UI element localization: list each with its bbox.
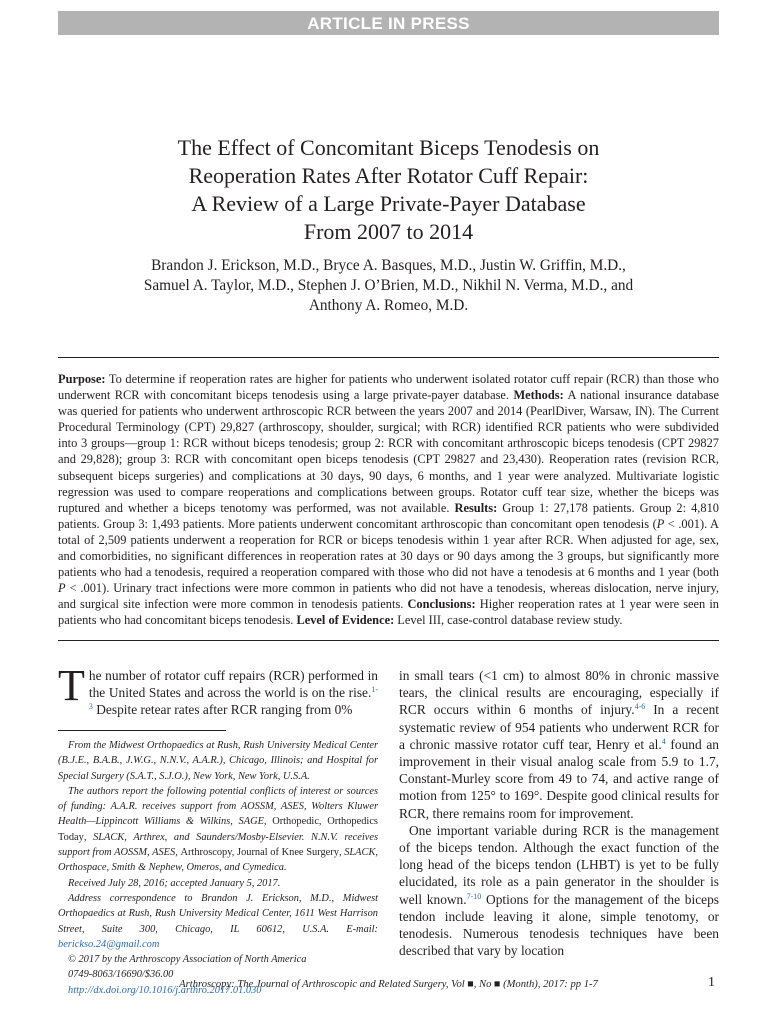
title-line: From 2007 to 2014: [303, 219, 474, 244]
abstract-top-rule: [58, 357, 719, 358]
purpose-label: Purpose:: [58, 372, 106, 386]
page-number: 1: [708, 975, 715, 990]
results-text: < .001). A total of 2,509 patients underwent a reoperation for RCR or biceps tenodesis within 1 year after RCR. When adjusted for age, sex, and comorbidities, no significant differences in reoperation rates at 30 days or 90 days among the 3 groups, but significantly more patients who had a tenodesis, required a reoperation compared with those who did not have a tenodesis at 6 months and 1 year (both: [58, 516, 719, 580]
title-line: A Review of a Large Private-Payer Database: [191, 191, 586, 216]
drop-cap: T: [58, 661, 85, 710]
author-line: Brandon J. Erickson, M.D., Bryce A. Basques, M.D., Justin W. Griffin, M.D.,: [151, 257, 626, 274]
abstract: [58, 371, 719, 629]
title-line: Reoperation Rates After Rotator Cuff Repair:: [188, 163, 589, 188]
author-line: Samuel A. Taylor, M.D., Stephen J. O’Brien, M.D., Nikhil N. Verma, M.D., and: [143, 277, 634, 294]
author-line: Anthony A. Romeo, M.D.: [308, 297, 469, 314]
journal-footer: Arthroscopy: The Journal of Arthroscopic and Related Surgery, Vol ■, No ■ (Month), 2017: pp 1-7: [179, 979, 598, 990]
level-of-evidence-text: Level III, case-control database review study.: [394, 613, 623, 628]
copyright-note: © 2017 by the Arthroscopy Association of North America: [68, 954, 307, 966]
article-title: [0, 134, 777, 246]
level-of-evidence-label: Level of Evidence:: [296, 613, 395, 628]
affiliation-note: From the Midwest Orthopaedics at Rush, Rush University Medical Center (B.J.E., B.A.B., J.W.G., N.N.V., A.A.R.), Chicago, Illinois; and Hospital for Special Surgery (S.A.T., S.J.O.), New York, New York, U.S.A.: [58, 740, 378, 782]
methods-label: Methods:: [513, 388, 564, 403]
purpose-text: To determine if reoperation rates are higher for patients who underwent isolated rotator cuff repair (RCR) than those who underwent RCR with concomitant biceps tenodesis using a large private-payer database.: [58, 372, 719, 403]
conclusions-text: Higher reoperation rates at 1 year were seen in patients who had concomitant biceps tenodesis.: [58, 597, 719, 628]
intro-right-column: [399, 667, 719, 959]
paragraph: in small tears (<1 cm) to almost 80% in chronic massive tears, the clinical results are encouraging, especially if RCR occurs within 6 months of injury.$^{4-6}$ In a recent systematic review of 954 patients who underwent RCR for a chronic massive rotator cuff tear, Henry et al.$^4$ found an improvement in their visual analog scale from 5.9 to 1.7, Constant-Murley score from 49 to 74, and active range of motion from 125° to 169°. Despite good clinical results for RCR, there remains room for improvement.: [399, 668, 719, 821]
body-text: Despite retear rates after RCR ranging from 0%: [92, 702, 353, 718]
paragraph: One important variable during RCR is the management of the biceps tendon. Although the exact function of the long head of the biceps tendon (LHBT) is yet to be fully elucidated, its role as a pain generator in the shoulder is well known.$^{7-10}$ Options for the management of the biceps tendon include leaving it alone, simple tenotomy, or tenodesis. Numerous tenodesis techniques have been described that vary by location: [399, 822, 720, 959]
footnote-rule: [58, 730, 226, 731]
article-in-press-banner: ARTICLE IN PRESS: [58, 11, 719, 35]
results-label: Results:: [454, 500, 498, 515]
citation-ref[interactable]: 4: [661, 736, 666, 746]
received-note: Received July 28, 2016; accepted January 5, 2017.: [68, 877, 281, 889]
footnotes: [58, 738, 378, 998]
p-value-symbol: P: [58, 581, 66, 596]
p-value-symbol: P: [656, 516, 665, 531]
intro-left-column: [58, 661, 378, 719]
email-link[interactable]: bericksо.24@gmail.com: [58, 938, 160, 950]
correspondence-note: Address correspondence to Brandon J. Erickson, M.D., Midwest Orthopaedics at Rush, Rush University Medical Center, 1611 West Harrison Street, Suite 300, Chicago, IL 60612, U.S.A. E-mail: bericksо.24@gmail.com: [58, 892, 378, 950]
doi-link[interactable]: http://dx.doi.org/10.1016/j.arthro.2017.01.030: [68, 984, 262, 996]
citation-ref[interactable]: 7-10: [466, 891, 482, 901]
results-text: Group 1: 27,178 patients. Group 2: 4,810 patients. Group 3: 1,493 patients. More patients underwent concomitant arthroscopic than concomitant open tenodesis (: [58, 500, 719, 531]
citation-ref[interactable]: 4-6: [634, 702, 646, 712]
conflicts-note: The authors report the following potential conflicts of interest or sources of funding: A.A.R. receives support from AOSSM, ASES, Wolters Kluwer Health—Lippincott Williams & Wilkins, SAGE, Orthopedic, Orthopedics Today, SLACK, Arthrex, and Saunders/Mosby-Elsevier. N.N.V. receives support from AOSSM, ASES, Arthroscopy, Journal of Knee Surgery, SLACK, Orthospace, Smith & Nephew, Omeros, and Cymedica.: [58, 785, 378, 874]
abstract-bottom-rule: [58, 640, 719, 641]
results-text: < .001). Urinary tract infections were more common in patients who did not have a tenodesis, whereas dislocation, nerve injury, and surgical site infection were more common in tenodesis patients.: [58, 581, 719, 612]
methods-text: A national insurance database was queried for patients who underwent arthroscopic RCR between the years 2007 and 2014 (PearlDiver, Warsaw, IN). The Current Procedural Terminology (CPT) 29,827 (arthroscopy, shoulder, surgical; with RCR) identified RCR patients who were subdivided into 3 groups—group 1: RCR without biceps tenodesis; group 2: RCR with concomitant arthroscopic biceps tenodesis (CPT 29827 and 29,828); group 3: RCR with concomitant open biceps tenodesis (CPT 29827 and 23,430). Reoperation rates (revision RCR, subsequent biceps surgeries) and complications at 30 days, 90 days, 6 months, and 1 year were analyzed. Multivariate logistic regression was used to compare reoperations and complications between groups. Rotator cuff tear size, whether the biceps was ruptured and whether a biceps tenotomy was performed, was not available.: [58, 388, 720, 515]
issn-note: 0749-8063/16690/$36.00: [68, 969, 174, 981]
author-list: [0, 256, 777, 316]
citation-ref[interactable]: 1-3: [88, 685, 378, 712]
conclusions-label: Conclusions:: [407, 597, 476, 612]
title-line: The Effect of Concomitant Biceps Tenodesis on: [177, 135, 600, 160]
body-text: he number of rotator cuff repairs (RCR) performed in the United States and across the world is on the rise.: [88, 668, 378, 701]
